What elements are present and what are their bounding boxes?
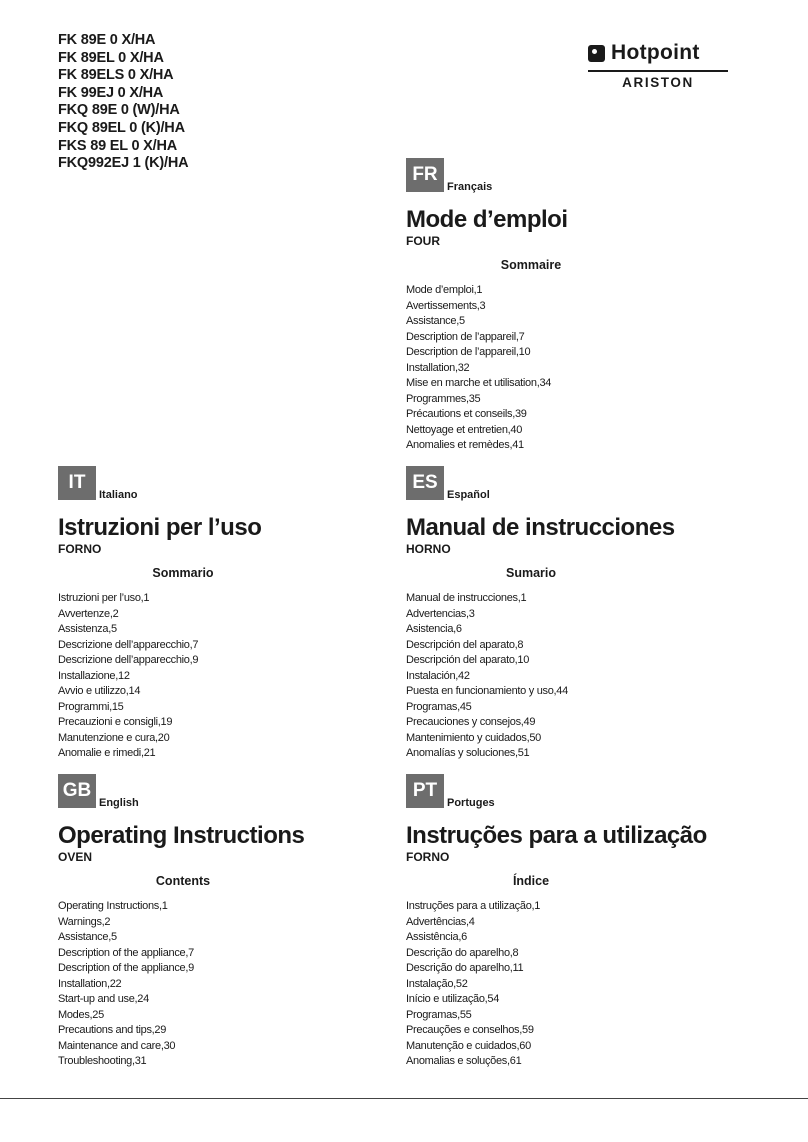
section-subtitle: FORNO: [58, 542, 102, 556]
contents-heading: Índice: [512, 874, 550, 888]
toc-item: Assistance,5: [58, 931, 117, 943]
toc-item: Instalação,52: [406, 977, 468, 990]
brand-subname: ARISTON: [622, 75, 694, 90]
contents-heading: Sommaire: [500, 258, 562, 272]
language-name: Français: [447, 181, 493, 193]
section-es: [406, 460, 736, 762]
toc-item: Installation,32: [406, 361, 470, 374]
toc-item: Description de l’appareil,10: [406, 346, 531, 358]
contents-heading: Contents: [155, 874, 211, 888]
table-of-contents: [406, 899, 736, 1070]
brand-logo: [588, 40, 728, 90]
section-subtitle: FOUR: [406, 234, 440, 248]
model-number: FK 99EJ 0 X/HA: [58, 84, 164, 101]
toc-item: Início e utilização,54: [406, 993, 500, 1005]
toc-item: Nettoyage et entretien,40: [406, 423, 523, 436]
footer-divider: [0, 1098, 808, 1099]
table-of-contents: [58, 591, 388, 762]
toc-item: Programas,55: [406, 1008, 472, 1021]
toc-item: Descripción del aparato,10: [406, 654, 530, 666]
language-name: Español: [447, 489, 490, 501]
toc-item: Descrizione dell’apparecchio,7: [58, 638, 199, 651]
language-badge: IT: [58, 466, 96, 500]
hotpoint-logo-icon: [588, 45, 605, 62]
toc-item: Avertissements,3: [406, 299, 486, 312]
toc-item: Avvio e utilizzo,14: [58, 685, 141, 697]
toc-item: Mise en marche et utilisation,34: [406, 377, 552, 389]
toc-item: Installazione,12: [58, 669, 130, 682]
toc-item: Programas,45: [406, 700, 472, 713]
section-subtitle: FORNO: [406, 850, 450, 864]
toc-item: Avvertenze,2: [58, 607, 119, 620]
toc-item: Anomalies et remèdes,41: [406, 439, 524, 451]
language-name: English: [99, 797, 139, 809]
table-of-contents: [406, 283, 736, 454]
section-title: Instruções para a utilização: [406, 822, 707, 849]
toc-item: Descripción del aparato,8: [406, 638, 524, 651]
toc-item: Anomalie e rimedi,21: [58, 747, 156, 759]
toc-item: Modes,25: [58, 1008, 104, 1021]
brand-divider: [588, 70, 728, 72]
section-title: Istruzioni per l’uso: [58, 514, 262, 541]
toc-item: Warnings,2: [58, 915, 111, 928]
toc-item: Description of the appliance,7: [58, 946, 194, 959]
toc-item: Instruções para a utilização,1: [406, 900, 541, 912]
language-name: Italiano: [99, 489, 138, 501]
toc-item: Assistenza,5: [58, 623, 117, 635]
toc-item: Précautions et conseils,39: [406, 408, 527, 420]
model-number: FKQ992EJ 1 (K)/HA: [58, 155, 189, 172]
toc-item: Istruzioni per l’uso,1: [58, 592, 150, 604]
toc-item: Start-up and use,24: [58, 993, 149, 1005]
toc-item: Mode d’emploi,1: [406, 284, 483, 296]
toc-item: Manutenção e cuidados,60: [406, 1039, 531, 1052]
section-title: Mode d’emploi: [406, 206, 568, 233]
table-of-contents: [58, 899, 388, 1070]
language-badge: ES: [406, 466, 444, 500]
toc-item: Assistência,6: [406, 931, 467, 943]
language-badge: FR: [406, 158, 444, 192]
table-of-contents: [406, 591, 736, 762]
toc-item: Asistencia,6: [406, 623, 462, 635]
contents-heading: Sumario: [505, 566, 556, 580]
section-fr: [406, 152, 736, 454]
contents-heading: Sommario: [152, 566, 214, 580]
model-number: FK 89EL 0 X/HA: [58, 49, 164, 66]
section-title: Operating Instructions: [58, 822, 305, 849]
toc-item: Installation,22: [58, 977, 122, 990]
section-subtitle: HORNO: [406, 542, 451, 556]
toc-item: Programmi,15: [58, 700, 124, 713]
toc-item: Programmes,35: [406, 392, 481, 405]
section-subtitle: OVEN: [58, 850, 93, 864]
toc-item: Manual de instrucciones,1: [406, 592, 527, 604]
toc-item: Precauzioni e consigli,19: [58, 716, 173, 728]
model-number: FKQ 89E 0 (W)/HA: [58, 102, 180, 119]
section-title: Manual de instrucciones: [406, 514, 675, 541]
brand-name: Hotpoint: [611, 41, 700, 64]
toc-item: Assistance,5: [406, 315, 465, 327]
toc-item: Descrição do aparelho,8: [406, 946, 519, 959]
toc-item: Precautions and tips,29: [58, 1024, 167, 1036]
toc-item: Instalación,42: [406, 669, 470, 682]
language-name: Portuges: [447, 797, 495, 809]
toc-item: Precauciones y consejos,49: [406, 716, 536, 728]
toc-item: Description of the appliance,9: [58, 962, 194, 974]
model-number: FKS 89 EL 0 X/HA: [58, 137, 178, 154]
toc-item: Advertencias,3: [406, 607, 475, 620]
section-it: [58, 460, 388, 762]
toc-item: Mantenimiento y cuidados,50: [406, 731, 541, 744]
model-number: FKQ 89EL 0 (K)/HA: [58, 119, 185, 136]
toc-item: Puesta en funcionamiento y uso,44: [406, 685, 568, 697]
model-number: FK 89E 0 X/HA: [58, 32, 156, 48]
toc-item: Descrizione dell’apparecchio,9: [58, 654, 199, 666]
section-gb: [58, 768, 388, 1070]
model-list: [58, 32, 188, 173]
toc-item: Troubleshooting,31: [58, 1055, 147, 1067]
toc-item: Advertências,4: [406, 915, 475, 928]
toc-item: Maintenance and care,30: [58, 1039, 176, 1052]
toc-item: Descrição do aparelho,11: [406, 962, 524, 974]
toc-item: Precauções e conselhos,59: [406, 1024, 534, 1036]
toc-item: Anomalias e soluções,61: [406, 1055, 522, 1067]
section-pt: [406, 768, 736, 1070]
toc-item: Anomalías y soluciones,51: [406, 747, 530, 759]
language-badge: PT: [406, 774, 444, 808]
language-badge: GB: [58, 774, 96, 808]
model-number: FK 89ELS 0 X/HA: [58, 67, 174, 84]
toc-item: Description de l’appareil,7: [406, 330, 525, 343]
toc-item: Operating Instructions,1: [58, 900, 168, 912]
toc-item: Manutenzione e cura,20: [58, 731, 170, 744]
